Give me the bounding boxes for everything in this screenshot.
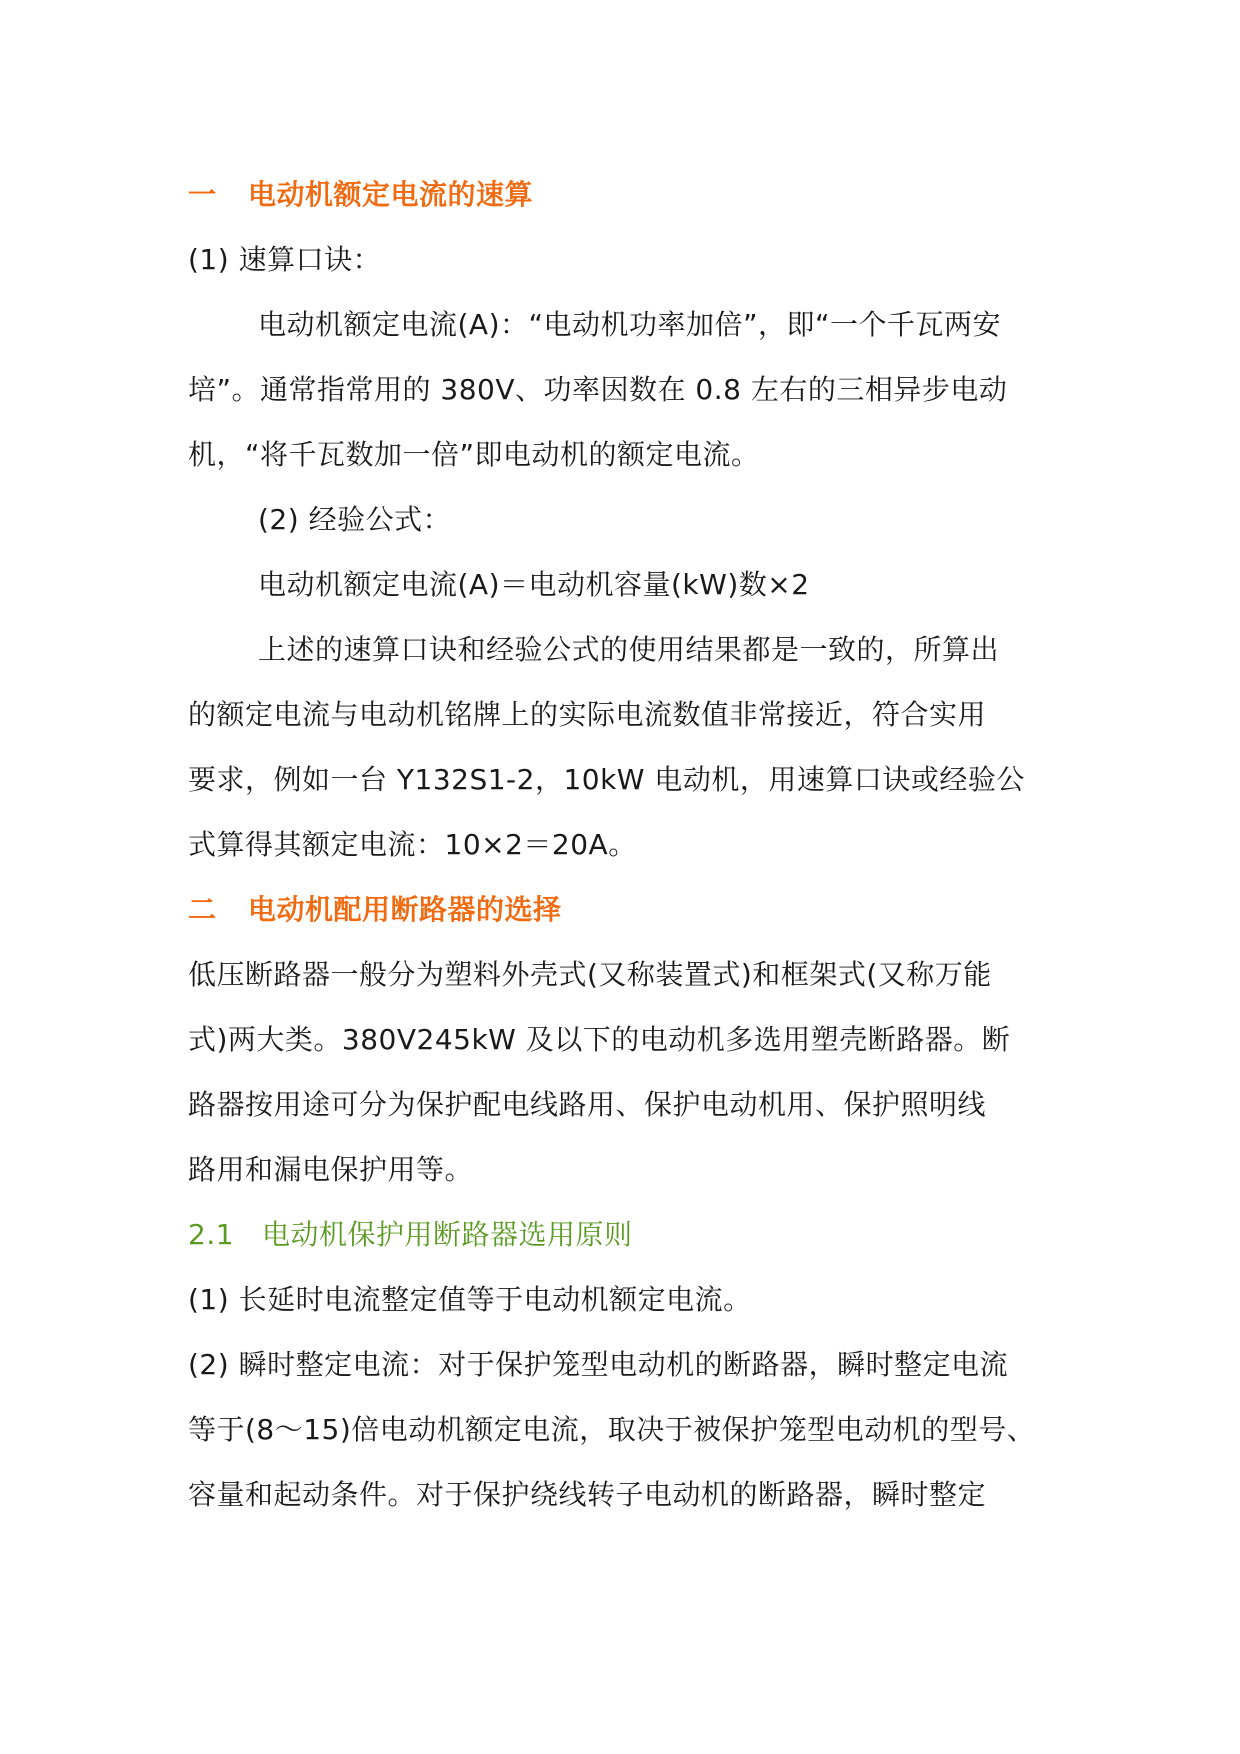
paragraph-line: (1) 长延时电流整定值等于电动机额定电流。	[188, 1283, 752, 1316]
paragraph-line: 式)两大类。380V245kW 及以下的电动机多选用塑壳断路器。断	[188, 1023, 1011, 1056]
paragraph-line: 要求，例如一台 Y132S1-2，10kW 电动机，用速算口诀或经验公	[188, 763, 1025, 796]
paragraph-line: (2) 瞬时整定电流：对于保护笼型电动机的断路器，瞬时整定电流	[188, 1348, 1009, 1381]
paragraph-line: 式算得其额定电流：10×2＝20A。	[188, 828, 637, 861]
subsection-number: 2.1	[188, 1218, 235, 1251]
section-number: 一	[188, 178, 217, 211]
subsection-title: 电动机保护用断路器选用原则	[262, 1218, 633, 1251]
paragraph-line: 路器按用途可分为保护配电线路用、保护电动机用、保护照明线	[188, 1088, 987, 1121]
paragraph-line: (2) 经验公式：	[258, 503, 452, 536]
section-heading-1	[188, 170, 1068, 220]
paragraph-line: 路用和漏电保护用等。	[188, 1153, 474, 1186]
subsection-heading-2-1	[188, 1210, 1068, 1260]
paragraph-line: 低压断路器一般分为塑料外壳式(又称装置式)和框架式(又称万能	[188, 958, 992, 991]
formula-line: 电动机额定电流(A)＝电动机容量(kW)数×2	[258, 568, 810, 601]
paragraph-line: 的额定电流与电动机铭牌上的实际电流数值非常接近，符合实用	[188, 698, 987, 731]
paragraph-line: 等于(8～15)倍电动机额定电流，取决于被保护笼型电动机的型号、	[188, 1413, 1036, 1446]
paragraph-line: (1) 速算口诀：	[188, 243, 382, 276]
paragraph-line: 机，“将千瓦数加一倍”即电动机的额定电流。	[188, 438, 760, 471]
section-heading-2	[188, 885, 1068, 935]
paragraph-line: 上述的速算口诀和经验公式的使用结果都是一致的，所算出	[258, 633, 1000, 666]
section-title: 电动机额定电流的速算	[248, 178, 534, 211]
paragraph-line: 容量和起动条件。对于保护绕线转子电动机的断路器，瞬时整定	[188, 1478, 987, 1511]
section-title: 电动机配用断路器的选择	[248, 893, 562, 926]
section-number: 二	[188, 893, 217, 926]
paragraph-line: 电动机额定电流(A)：“电动机功率加倍”，即“一个千瓦两安	[258, 308, 1002, 341]
paragraph-line: 培”。通常指常用的 380V、功率因数在 0.8 左右的三相异步电动	[188, 373, 1008, 406]
